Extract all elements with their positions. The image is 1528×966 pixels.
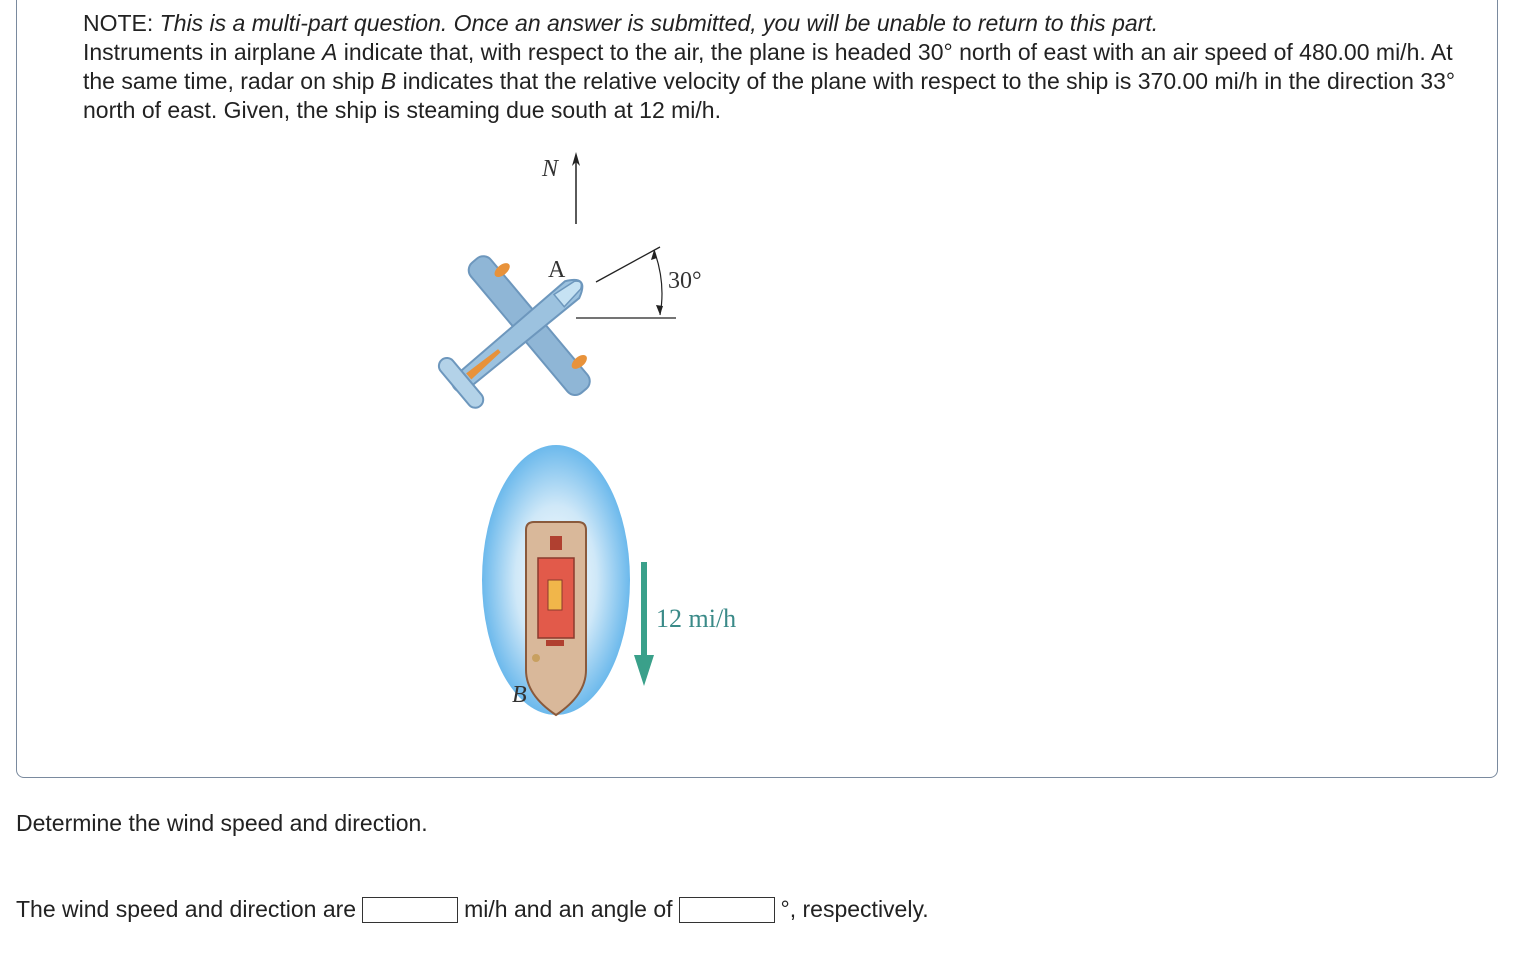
note-text: This is a multi-part question. Once an answer is submitted, you will be unable to return to this part. xyxy=(159,10,1159,36)
ship-label: B xyxy=(512,682,527,708)
note-label: NOTE: xyxy=(83,10,154,36)
figure-svg xyxy=(420,140,780,730)
question-text: Determine the wind speed and direction. xyxy=(16,810,428,836)
heading-angle-marker xyxy=(576,247,676,318)
note-line xyxy=(83,9,1463,38)
problem-statement xyxy=(83,9,1463,125)
ship-velocity-arrow xyxy=(634,562,654,686)
problem-text-b: indicate that, with respect to the air, the plane is headed 30° north of east with an air speed of 480.00 mi/h. At the same time, radar on ship xyxy=(83,39,1453,94)
problem-figure xyxy=(420,140,780,730)
plane-label: A xyxy=(548,257,566,283)
var-b: B xyxy=(380,68,397,94)
answer-suffix: °, respectively. xyxy=(780,896,929,922)
answer-prefix: The wind speed and direction are xyxy=(16,896,357,922)
angle-label: 30° xyxy=(668,268,702,294)
answer-middle: mi/h and an angle of xyxy=(464,896,673,922)
answer-line xyxy=(16,896,929,923)
speed-label: 12 mi/h xyxy=(656,604,737,633)
airplane-icon xyxy=(420,217,636,453)
north-arrow xyxy=(572,152,580,224)
problem-text-a: Instruments in airplane xyxy=(83,39,323,65)
north-label: N xyxy=(542,156,559,182)
ship-icon xyxy=(526,522,586,715)
var-a: A xyxy=(322,39,338,65)
problem-body xyxy=(83,38,1463,125)
wind-speed-input[interactable] xyxy=(362,897,458,923)
wind-angle-input[interactable] xyxy=(679,897,775,923)
problem-text-c: indicates that the relative velocity of the plane with respect to the ship is 370.00 mi/h in the direction 33° north of east. Given, the ship is steaming due south at 12 mi/h. xyxy=(83,68,1456,123)
